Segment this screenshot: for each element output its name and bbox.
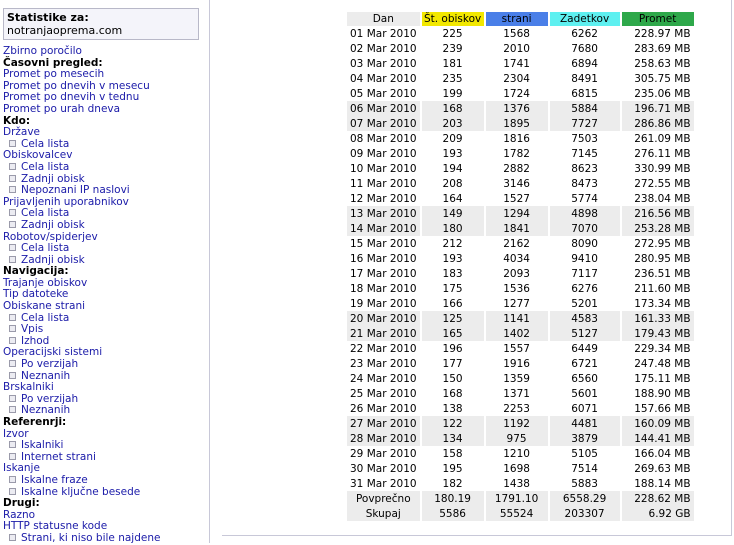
table-cell: 1402	[486, 326, 548, 341]
table-cell: 5201	[550, 296, 620, 311]
table-cell: 305.75 MB	[622, 71, 694, 86]
nav-item[interactable]	[3, 104, 209, 116]
table-row	[347, 281, 694, 296]
table-cell: 8090	[550, 236, 620, 251]
table-cell: 247.48 MB	[622, 356, 694, 371]
summary-row	[347, 506, 694, 521]
table-cell: 975	[486, 431, 548, 446]
table-row	[347, 86, 694, 101]
table-cell: 1698	[486, 461, 548, 476]
table-cell: 181	[422, 56, 484, 71]
page-icon	[9, 244, 16, 251]
table-cell: 168	[422, 386, 484, 401]
table-cell: 29 Mar 2010	[347, 446, 420, 461]
table-cell: 168	[422, 101, 484, 116]
table-cell: 21 Mar 2010	[347, 326, 420, 341]
table-cell: 1141	[486, 311, 548, 326]
table-cell: 07 Mar 2010	[347, 116, 420, 131]
nav-label: Časovni pregled:	[3, 56, 103, 69]
nav-label: Referenrji:	[3, 416, 67, 428]
table-cell: 150	[422, 371, 484, 386]
page-icon	[9, 453, 16, 460]
table-cell: 27 Mar 2010	[347, 416, 420, 431]
table-cell: 01 Mar 2010	[347, 26, 420, 41]
table-cell: 6815	[550, 86, 620, 101]
page-icon	[9, 395, 16, 402]
table-cell: 5774	[550, 191, 620, 206]
table-row	[347, 56, 694, 71]
page-icon	[9, 325, 16, 332]
table-row	[347, 101, 694, 116]
table-cell: 269.63 MB	[622, 461, 694, 476]
nav-label: Iskalne fraze	[21, 473, 88, 486]
table-cell: 7503	[550, 131, 620, 146]
table-row	[347, 266, 694, 281]
nav-label: Izhod	[21, 334, 50, 347]
table-row	[347, 386, 694, 401]
page-icon	[9, 256, 16, 263]
table-cell: 235.06 MB	[622, 86, 694, 101]
nav-label: Brskalniki	[3, 381, 54, 394]
nav-label: Iskalniki	[21, 439, 64, 452]
table-cell: 7145	[550, 146, 620, 161]
table-row	[347, 206, 694, 221]
page-icon	[9, 406, 16, 413]
summary-row	[347, 491, 694, 506]
table-cell: 196.71 MB	[622, 101, 694, 116]
table-cell: 10 Mar 2010	[347, 161, 420, 176]
table-cell: 04 Mar 2010	[347, 71, 420, 86]
table-cell: 1277	[486, 296, 548, 311]
table-cell: 16 Mar 2010	[347, 251, 420, 266]
table-cell: 236.51 MB	[622, 266, 694, 281]
table-cell: 161.33 MB	[622, 311, 694, 326]
table-cell: 7117	[550, 266, 620, 281]
table-cell: 158	[422, 446, 484, 461]
table-cell: 02 Mar 2010	[347, 41, 420, 56]
summary-cell: 6.92 GB	[622, 506, 694, 521]
page-icon	[9, 360, 16, 367]
site-info-box	[3, 8, 199, 40]
nav-label: Kdo:	[3, 114, 31, 127]
nav-label: Navigacija:	[3, 265, 69, 278]
nav-label: Razno	[3, 508, 36, 521]
summary-cell: 228.62 MB	[622, 491, 694, 506]
nav-label: Cela lista	[21, 137, 70, 150]
table-cell: 1568	[486, 26, 548, 41]
table-row	[347, 116, 694, 131]
table-cell: 330.99 MB	[622, 161, 694, 176]
table-cell: 194	[422, 161, 484, 176]
table-cell: 2253	[486, 401, 548, 416]
table-cell: 173.34 MB	[622, 296, 694, 311]
table-cell: 183	[422, 266, 484, 281]
summary-cell: 1791.10	[486, 491, 548, 506]
table-cell: 211.60 MB	[622, 281, 694, 296]
nav-label: Zadnji obisk	[21, 253, 85, 266]
sidebar-menu	[0, 0, 210, 543]
table-cell: 182	[422, 476, 484, 491]
site-value: notranjaoprema.com	[7, 24, 123, 37]
table-cell: 31 Mar 2010	[347, 476, 420, 491]
page-icon	[9, 488, 16, 495]
table-cell: 28 Mar 2010	[347, 431, 420, 446]
table-cell: 261.09 MB	[622, 131, 694, 146]
table-cell: 11 Mar 2010	[347, 176, 420, 191]
table-cell: 13 Mar 2010	[347, 206, 420, 221]
table-row	[347, 476, 694, 491]
table-cell: 9410	[550, 251, 620, 266]
page-icon	[9, 163, 16, 170]
table-cell: 209	[422, 131, 484, 146]
table-cell: 203	[422, 116, 484, 131]
table-cell: 195	[422, 461, 484, 476]
table-cell: 06 Mar 2010	[347, 101, 420, 116]
nav-label: Zbirno poročilo	[3, 45, 82, 57]
table-cell: 122	[422, 416, 484, 431]
table-cell: 125	[422, 311, 484, 326]
table-cell: 149	[422, 206, 484, 221]
table-cell: 08 Mar 2010	[347, 131, 420, 146]
table-cell: 166	[422, 296, 484, 311]
table-cell: 164	[422, 191, 484, 206]
table-cell: 238.04 MB	[622, 191, 694, 206]
table-cell: 283.69 MB	[622, 41, 694, 56]
site-label: Statistike za:	[7, 11, 89, 24]
table-cell: 193	[422, 146, 484, 161]
column-header: strani	[486, 12, 548, 26]
nav-label: Neznanih	[21, 404, 71, 417]
table-row	[347, 221, 694, 236]
nav-label: Neznanih	[21, 369, 71, 382]
nav-label: Promet po mesecih	[3, 68, 105, 81]
table-cell: 138	[422, 401, 484, 416]
table-cell: 05 Mar 2010	[347, 86, 420, 101]
summary-cell: 6558.29	[550, 491, 620, 506]
table-cell: 15 Mar 2010	[347, 236, 420, 251]
table-cell: 17 Mar 2010	[347, 266, 420, 281]
page-icon	[9, 337, 16, 344]
table-cell: 6721	[550, 356, 620, 371]
table-cell: 4898	[550, 206, 620, 221]
nav-label: Promet po dnevih v mesecu	[3, 79, 150, 92]
table-cell: 1536	[486, 281, 548, 296]
nav-label: Po verzijah	[21, 392, 79, 405]
table-cell: 175	[422, 281, 484, 296]
table-cell: 208	[422, 176, 484, 191]
nav-label: Drugi:	[3, 497, 40, 510]
column-header: Dan	[347, 12, 420, 26]
table-row	[347, 416, 694, 431]
table-cell: 20 Mar 2010	[347, 311, 420, 326]
table-cell: 6894	[550, 56, 620, 71]
nav-label: Zadnji obisk	[21, 218, 85, 231]
table-cell: 8473	[550, 176, 620, 191]
page-icon	[9, 372, 16, 379]
table-cell: 5105	[550, 446, 620, 461]
table-cell: 272.95 MB	[622, 236, 694, 251]
table-cell: 1724	[486, 86, 548, 101]
page-icon	[9, 441, 16, 448]
nav-label: Promet po dnevih v tednu	[3, 91, 140, 104]
table-cell: 5883	[550, 476, 620, 491]
nav-label: HTTP statusne kode	[3, 520, 108, 533]
nav-label: Zadnji obisk	[21, 172, 85, 185]
table-cell: 6449	[550, 341, 620, 356]
nav-label: Internet strani	[21, 450, 96, 463]
table-cell: 2093	[486, 266, 548, 281]
table-cell: 5127	[550, 326, 620, 341]
nav-label: Operacijski sistemi	[3, 346, 103, 359]
summary-cell: Skupaj	[347, 506, 420, 521]
table-cell: 144.41 MB	[622, 431, 694, 446]
table-cell: 8623	[550, 161, 620, 176]
table-cell: 212	[422, 236, 484, 251]
table-cell: 1192	[486, 416, 548, 431]
table-row	[347, 71, 694, 86]
page-icon	[9, 186, 16, 193]
table-cell: 134	[422, 431, 484, 446]
nav-label: Iskanje	[3, 462, 40, 475]
table-header-row	[347, 12, 694, 26]
summary-cell: 180.19	[422, 491, 484, 506]
table-cell: 19 Mar 2010	[347, 296, 420, 311]
table-cell: 1841	[486, 221, 548, 236]
table-row	[347, 26, 694, 41]
table-cell: 179.43 MB	[622, 326, 694, 341]
table-cell: 280.95 MB	[622, 251, 694, 266]
table-cell: 5601	[550, 386, 620, 401]
nav-label: Cela lista	[21, 160, 70, 173]
table-cell: 188.14 MB	[622, 476, 694, 491]
summary-cell: 55524	[486, 506, 548, 521]
table-cell: 1527	[486, 191, 548, 206]
table-cell: 1782	[486, 146, 548, 161]
table-row	[347, 41, 694, 56]
nav-label: Cela lista	[21, 242, 70, 255]
table-cell: 1359	[486, 371, 548, 386]
table-cell: 2010	[486, 41, 548, 56]
table-cell: 6276	[550, 281, 620, 296]
table-cell: 199	[422, 86, 484, 101]
table-cell: 6560	[550, 371, 620, 386]
table-cell: 1816	[486, 131, 548, 146]
summary-cell: 5586	[422, 506, 484, 521]
table-cell: 6071	[550, 401, 620, 416]
table-body	[347, 26, 694, 521]
page-icon	[9, 175, 16, 182]
table-cell: 1438	[486, 476, 548, 491]
table-row	[347, 161, 694, 176]
table-cell: 7514	[550, 461, 620, 476]
nav-label: Cela lista	[21, 207, 70, 220]
table-row	[347, 296, 694, 311]
nav-label: Tip datoteke	[3, 288, 69, 301]
table-row	[347, 341, 694, 356]
table-cell: 22 Mar 2010	[347, 341, 420, 356]
table-row	[347, 176, 694, 191]
nav-label: Države	[3, 126, 41, 139]
table-cell: 188.90 MB	[622, 386, 694, 401]
page-icon	[9, 476, 16, 483]
main-panel	[222, 0, 734, 543]
table-cell: 1210	[486, 446, 548, 461]
table-cell: 157.66 MB	[622, 401, 694, 416]
table-row	[347, 371, 694, 386]
table-cell: 216.56 MB	[622, 206, 694, 221]
table-cell: 30 Mar 2010	[347, 461, 420, 476]
table-row	[347, 236, 694, 251]
nav-label: Obiskane strani	[3, 300, 86, 313]
table-row	[347, 326, 694, 341]
nav-label: Nepoznani IP naslovi	[21, 184, 130, 197]
table-cell: 2162	[486, 236, 548, 251]
column-header: Zadetkov	[550, 12, 620, 26]
summary-cell: 203307	[550, 506, 620, 521]
table-cell: 03 Mar 2010	[347, 56, 420, 71]
table-cell: 196	[422, 341, 484, 356]
page-icon	[9, 534, 16, 541]
table-cell: 4034	[486, 251, 548, 266]
table-cell: 1916	[486, 356, 548, 371]
table-row	[347, 431, 694, 446]
table-cell: 24 Mar 2010	[347, 371, 420, 386]
table-cell: 177	[422, 356, 484, 371]
table-cell: 272.55 MB	[622, 176, 694, 191]
table-row	[347, 461, 694, 476]
table-cell: 5884	[550, 101, 620, 116]
nav-label: Prijavljenih uporabnikov	[3, 195, 129, 208]
table-cell: 23 Mar 2010	[347, 356, 420, 371]
table-cell: 1741	[486, 56, 548, 71]
table-row	[347, 356, 694, 371]
nav-label: Iskalne ključne besede	[21, 485, 141, 498]
page-icon	[9, 314, 16, 321]
table-cell: 1294	[486, 206, 548, 221]
nav-label: Izvor	[3, 427, 29, 440]
nav-label: Promet po urah dneva	[3, 102, 121, 115]
table-cell: 3879	[550, 431, 620, 446]
table-cell: 7727	[550, 116, 620, 131]
page-icon	[9, 209, 16, 216]
table-cell: 286.86 MB	[622, 116, 694, 131]
table-cell: 14 Mar 2010	[347, 221, 420, 236]
table-cell: 160.09 MB	[622, 416, 694, 431]
nav-label: Cela lista	[21, 311, 70, 324]
table-cell: 180	[422, 221, 484, 236]
table-row	[347, 311, 694, 326]
table-cell: 225	[422, 26, 484, 41]
page-icon	[9, 140, 16, 147]
table-cell: 193	[422, 251, 484, 266]
table-cell: 1376	[486, 101, 548, 116]
table-cell: 7680	[550, 41, 620, 56]
table-row	[347, 446, 694, 461]
table-cell: 25 Mar 2010	[347, 386, 420, 401]
table-row	[347, 251, 694, 266]
nav-label: Obiskovalcev	[3, 149, 73, 162]
table-cell: 6262	[550, 26, 620, 41]
table-cell: 4583	[550, 311, 620, 326]
table-row	[347, 401, 694, 416]
table-cell: 258.63 MB	[622, 56, 694, 71]
table-row	[347, 146, 694, 161]
column-header: Št. obiskov	[422, 12, 484, 26]
nav-section-heading	[3, 417, 209, 429]
table-cell: 2882	[486, 161, 548, 176]
table-cell: 1371	[486, 386, 548, 401]
table-cell: 165	[422, 326, 484, 341]
table-row	[347, 191, 694, 206]
table-cell: 26 Mar 2010	[347, 401, 420, 416]
nav-label: Robotov/spiderjev	[3, 230, 98, 243]
daily-stats-table	[345, 12, 696, 521]
table-cell: 7070	[550, 221, 620, 236]
nav-label: Trajanje obiskov	[3, 276, 88, 289]
table-cell: 8491	[550, 71, 620, 86]
table-cell: 175.11 MB	[622, 371, 694, 386]
summary-cell: Povprečno	[347, 491, 420, 506]
nav-label: Vpis	[21, 323, 44, 336]
table-cell: 18 Mar 2010	[347, 281, 420, 296]
nav-label: Strani, ki niso bile najdene	[21, 531, 161, 544]
page-icon	[9, 221, 16, 228]
table-cell: 3146	[486, 176, 548, 191]
table-cell: 1895	[486, 116, 548, 131]
table-cell: 12 Mar 2010	[347, 191, 420, 206]
table-cell: 2304	[486, 71, 548, 86]
table-cell: 276.11 MB	[622, 146, 694, 161]
table-cell: 235	[422, 71, 484, 86]
table-cell: 228.97 MB	[622, 26, 694, 41]
column-header: Promet	[622, 12, 694, 26]
table-cell: 1557	[486, 341, 548, 356]
table-cell: 229.34 MB	[622, 341, 694, 356]
nav-label: Po verzijah	[21, 358, 79, 371]
nav-list	[0, 46, 209, 545]
table-row	[347, 131, 694, 146]
table-cell: 166.04 MB	[622, 446, 694, 461]
table-cell: 239	[422, 41, 484, 56]
table-cell: 09 Mar 2010	[347, 146, 420, 161]
table-cell: 4481	[550, 416, 620, 431]
table-cell: 253.28 MB	[622, 221, 694, 236]
